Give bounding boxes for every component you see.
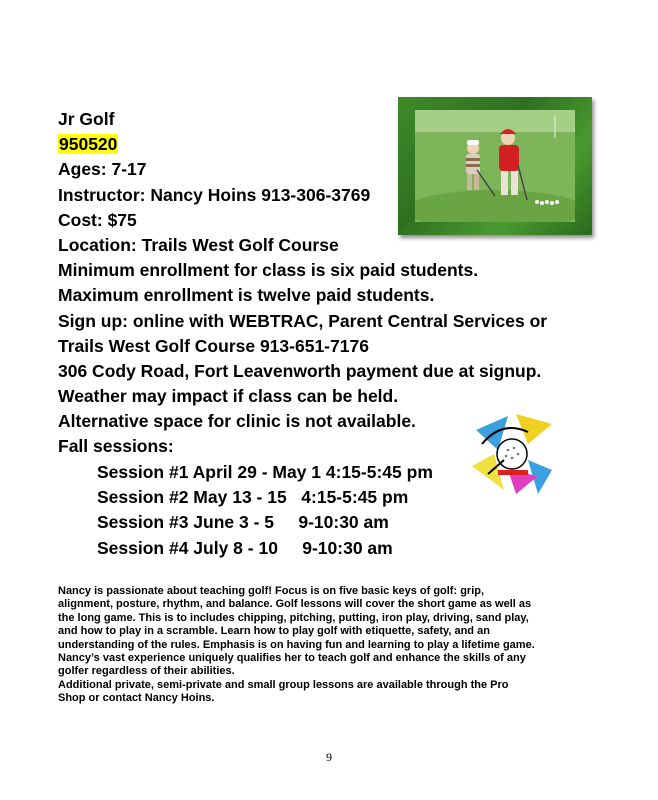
description-line: Nancy is passionate about teaching golf! Focus is on five basic keys of golf: grip, xyxy=(58,585,485,597)
session-item: Session #3 June 3 - 5 9-10:30 am xyxy=(97,512,389,533)
description-line: alignment, posture, rhythm, and balance. Golf lessons will cover the short game as well as xyxy=(58,598,532,611)
description-paragraph xyxy=(58,585,618,706)
weather-note: Weather may impact if class can be held. xyxy=(58,386,399,407)
kids-golf-photo-image xyxy=(415,110,575,222)
session-item: Session #2 May 13 - 15 4:15-5:45 pm xyxy=(97,487,409,508)
min-enrollment: Minimum enrollment for class is six paid students. xyxy=(58,260,479,281)
instructor: Instructor: Nancy Hoins 913-306-3769 xyxy=(58,184,371,205)
sessions-heading: Fall sessions: xyxy=(58,436,174,457)
cost: Cost: $75 xyxy=(58,209,137,230)
signup-line-1: Sign up: online with WEBTRAC, Parent Central Services or xyxy=(58,310,548,331)
address: 306 Cody Road, Fort Leavenworth payment due at signup. xyxy=(58,360,542,381)
program-code: 950520 xyxy=(59,134,118,155)
page-number: 9 xyxy=(326,750,332,764)
program-title: Jr Golf xyxy=(58,109,115,129)
description-line: golfer regardless of their abilities. xyxy=(58,665,235,678)
description-line: understanding of the rules. Emphasis is on having fun and learning to play a lifetime game. xyxy=(58,638,535,651)
session-item: Session #4 July 8 - 10 9-10:30 am xyxy=(97,537,393,558)
description-line: and how to play in a scramble. Learn how to play golf with etiquette, safety, and an xyxy=(58,625,490,638)
location: Location: Trails West Golf Course xyxy=(58,234,339,255)
session-item: Session #1 April 29 - May 1 4:15-5:45 pm xyxy=(97,462,433,482)
max-enrollment: Maximum enrollment is twelve paid students. xyxy=(58,285,435,306)
description-line: Shop or contact Nancy Hoins. xyxy=(58,692,215,705)
ages: Ages: 7-17 xyxy=(58,159,147,180)
signup-line-2: Trails West Golf Course 913-651-7176 xyxy=(58,335,369,356)
description-line: the long game. This is to includes chipping, pitching, putting, iron play, driving, sand play, xyxy=(58,611,529,624)
session-list xyxy=(97,460,433,561)
kids-golf-photo xyxy=(398,97,592,235)
description-line: Additional private, semi-private and small group lessons are available through the Pro xyxy=(58,678,509,691)
golf-ball-clipart-icon xyxy=(468,410,554,496)
description-line: Nancy’s vast experience uniquely qualifies her to teach golf and enhance the skills of any xyxy=(58,652,526,665)
alt-space-note: Alternative space for clinic is not available. xyxy=(58,411,416,432)
